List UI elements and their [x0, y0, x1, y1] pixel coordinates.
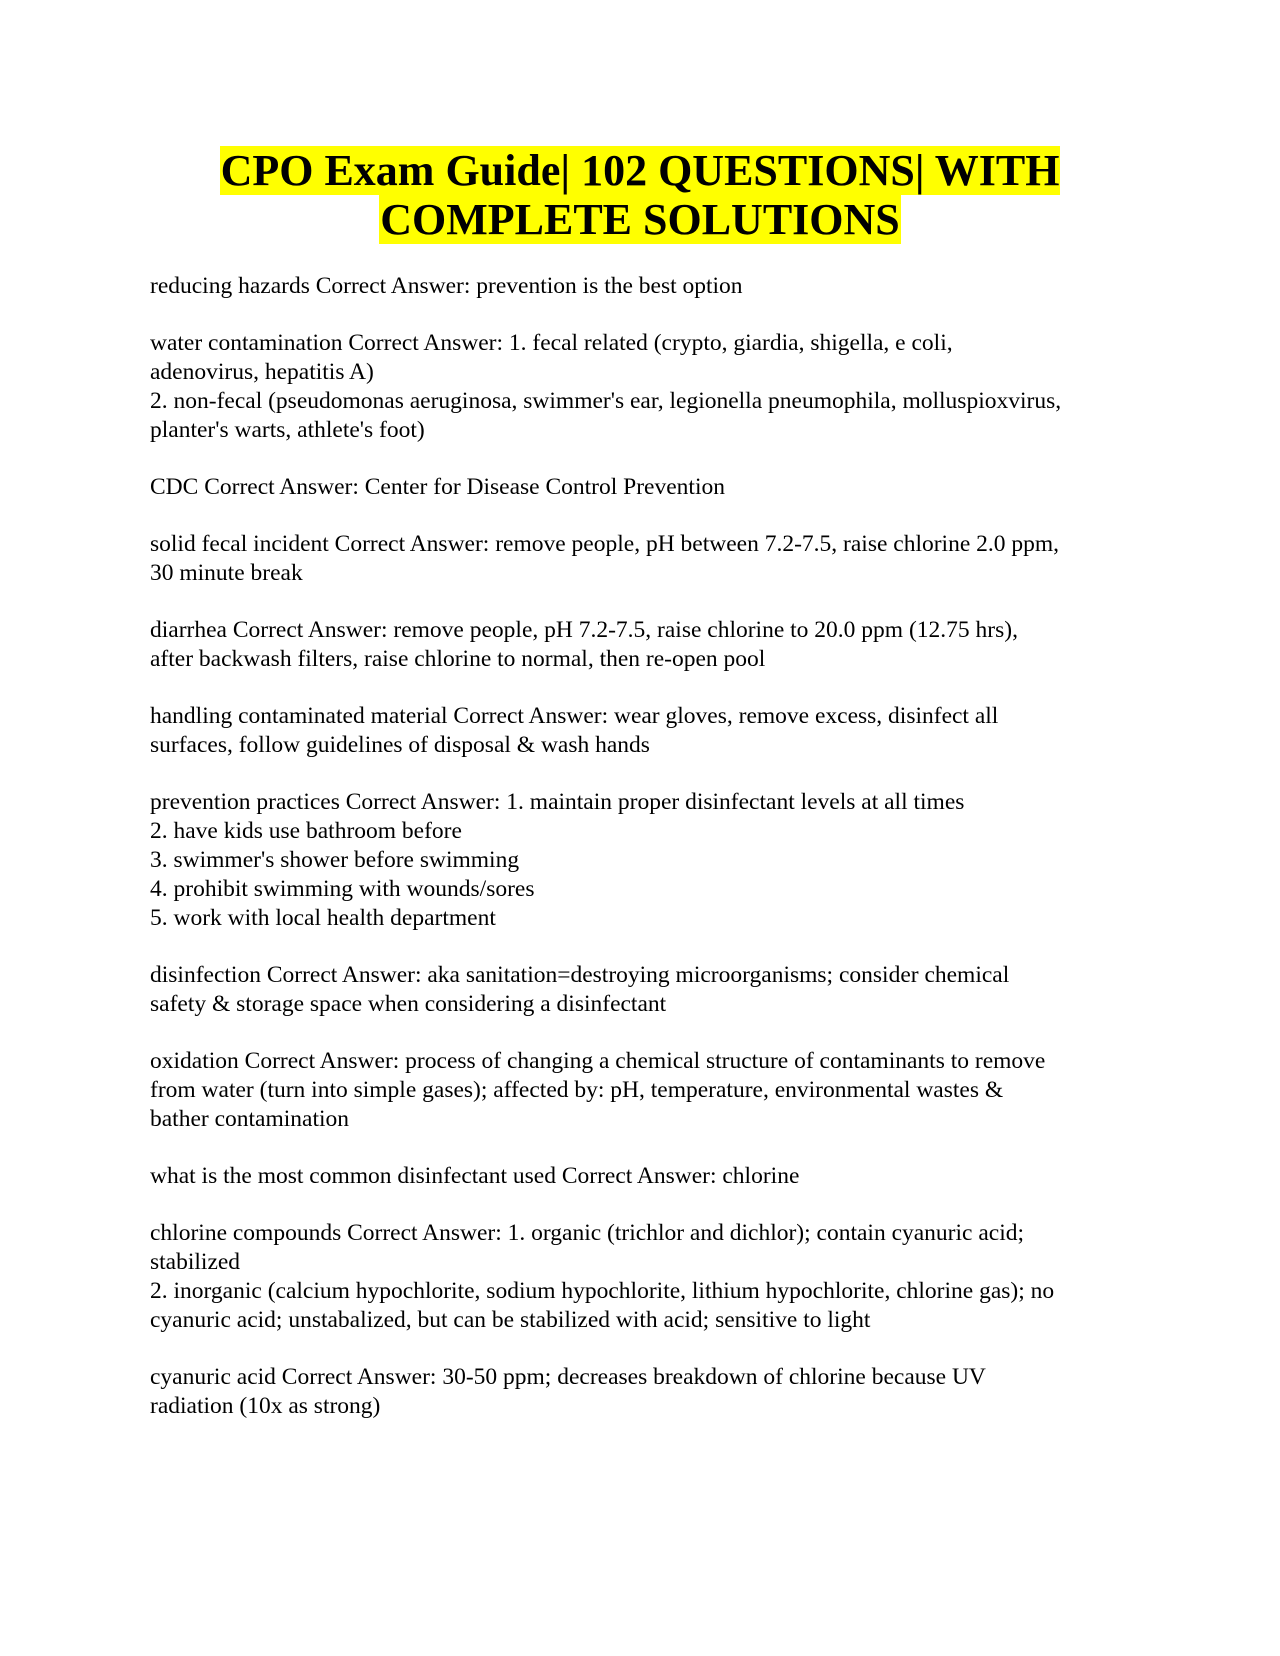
- qa-entry: oxidation Correct Answer: process of changing a chemical structure of contaminants to remove from water (turn into simple gases); affected by: pH, temperature, environmental wastes & bather contamination: [150, 1048, 1046, 1132]
- document-title: [150, 146, 1130, 244]
- title-line-1: CPO Exam Guide| 102 QUESTIONS| WITH: [220, 146, 1060, 195]
- qa-entry: what is the most common disinfectant used Correct Answer: chlorine: [150, 1163, 800, 1189]
- qa-list: [150, 272, 1150, 1449]
- qa-entry: prevention practices Correct Answer: 1. maintain proper disinfectant levels at all times 2. have kids use bathroom before 3. swimmer's shower before swimming 4. prohibit swimming with wounds/sores 5. work with local health department: [150, 789, 965, 931]
- qa-entry: CDC Correct Answer: Center for Disease Control Prevention: [150, 474, 725, 500]
- qa-entry: cyanuric acid Correct Answer: 30-50 ppm; decreases breakdown of chlorine because UV radiation (10x as strong): [150, 1364, 986, 1419]
- qa-entry: chlorine compounds Correct Answer: 1. organic (trichlor and dichlor); contain cyanuric acid; stabilized 2. inorganic (calcium hypochlorite, sodium hypochlorite, lithium hypochlorite, chlorine gas); no cyanuric acid; unstabalized, but can be stabilized with acid; sensitive to light: [150, 1220, 1055, 1333]
- qa-entry: water contamination Correct Answer: 1. fecal related (crypto, giardia, shigella, e coli, adenovirus, hepatitis A) 2. non-fecal (pseudomonas aeruginosa, swimmer's ear, legionella pneumophila, molluspioxvirus, planter's warts, athlete's foot): [150, 330, 1062, 443]
- qa-entry: handling contaminated material Correct Answer: wear gloves, remove excess, disinfect all surfaces, follow guidelines of disposal & wash hands: [150, 703, 999, 758]
- title-line-2: COMPLETE SOLUTIONS: [380, 195, 900, 244]
- qa-entry: solid fecal incident Correct Answer: remove people, pH between 7.2-7.5, raise chlorine 2.0 ppm, 30 minute break: [150, 531, 1060, 586]
- qa-entry: diarrhea Correct Answer: remove people, pH 7.2-7.5, raise chlorine to 20.0 ppm (12.75 hrs), after backwash filters, raise chlorine to normal, then re-open pool: [150, 617, 1018, 672]
- qa-entry: reducing hazards Correct Answer: prevention is the best option: [150, 273, 743, 299]
- qa-entry: disinfection Correct Answer: aka sanitation=destroying microorganisms; consider chemical safety & storage space when considering a disinfectant: [150, 962, 1010, 1017]
